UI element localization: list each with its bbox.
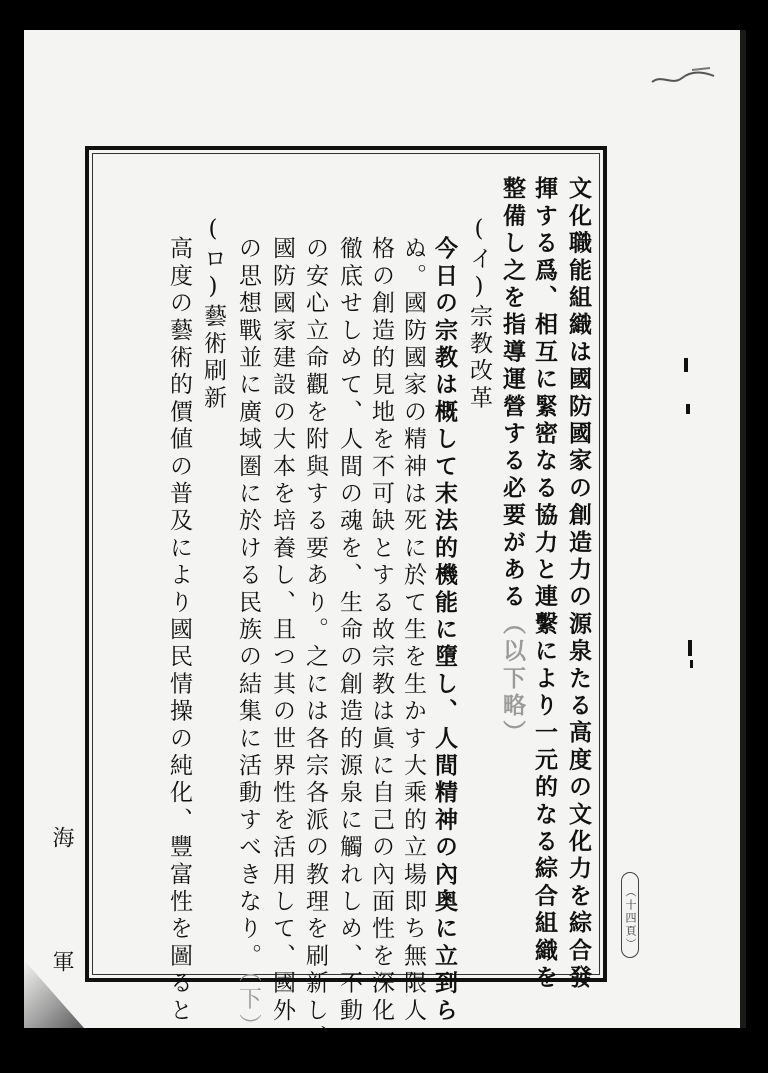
margin-mark [684,358,688,372]
section-heading-religion: (イ)宗教改革 [466,216,492,413]
text-column-3-main: 整備し之を指導運營する必要がある [499,176,526,612]
text-column-1: 文化職能組織は國防國家の創造力の源泉たる高度の文化力を綜合發 [565,176,592,992]
text-column-10: 國防國家建設の大本を培養し、且つ其の世界性を活用して、國外 [269,236,295,1025]
text-column-7: 格の創造的見地を不可缺とする故宗教は眞に自己の內面性を深化 [368,236,394,1025]
margin-mark [686,404,690,414]
margin-mark [688,640,692,656]
text-column-3-faint: （以下略） [499,611,526,748]
text-column-13: 高度の藝術的價値の普及により國民情操の純化、豐富性を圖ると [166,236,192,1025]
text-column-9: の安心立命觀を附與する要あり。之には各宗各派の教理を刷新し、 [302,236,328,1052]
text-column-8: 徹底せしめて、人間の魂を、生命の創造的源泉に觸れしめ、不動 [336,236,362,1025]
text-column-11-faint: （下） [235,970,261,1041]
text-column-11-main: の思想戰並に廣域圏に於ける民族の結集に活動すべきなり。 [235,236,261,971]
text-column-2: 揮する爲、相互に緊密なる協力と連繫により一元的なる綜合組織を [531,176,558,992]
text-column-6: ぬ。國防國家の精神は死に於て生を生かす大乘的立場即ち無限人 [400,236,426,1025]
margin-label-navy: 海 軍 [49,826,74,1012]
page-number-stamp: （十四頁） [621,872,639,958]
margin-scribble [648,66,718,90]
text-column-3 [501,176,524,747]
text-column-11 [236,236,259,1041]
margin-mark [690,660,693,668]
section-heading-art: (ロ)藝術刷新 [200,216,226,413]
scan-edge [740,30,746,1028]
text-column-5: 今日の宗教は概して末法的機能に墮し、人間精神の內奥に立到ら [431,236,458,1025]
